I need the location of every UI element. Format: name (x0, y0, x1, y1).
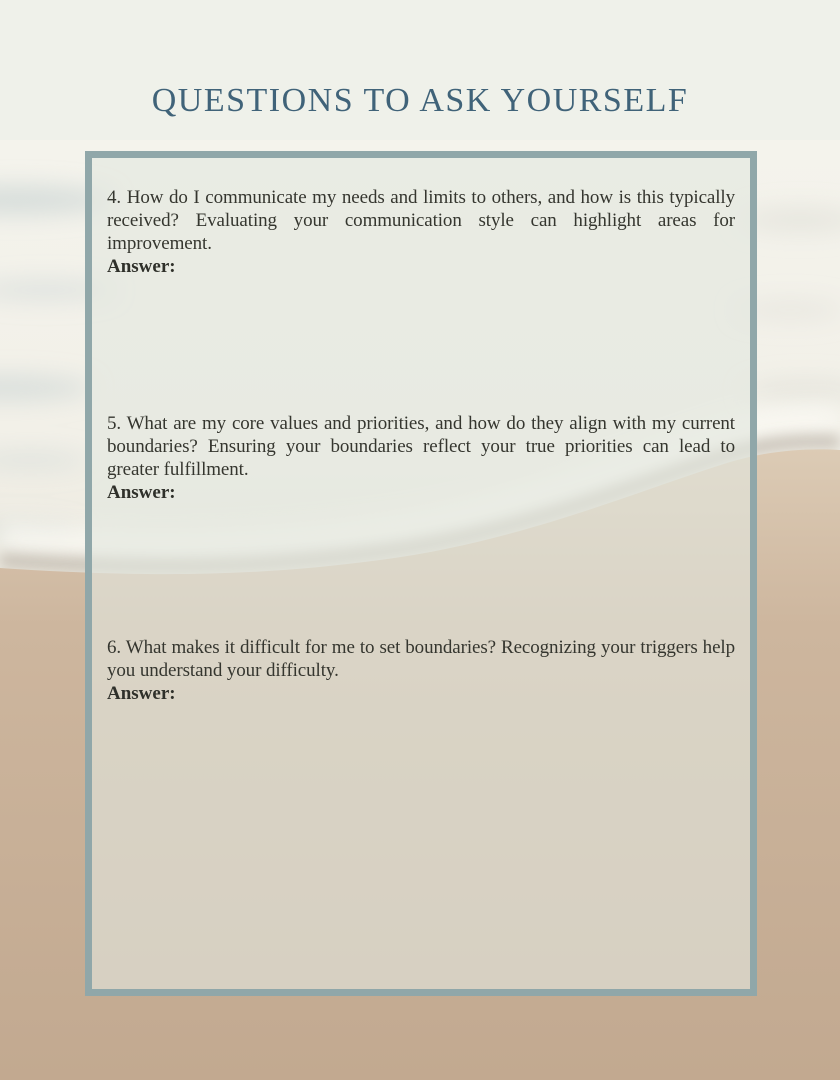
questions-card (85, 151, 757, 996)
page-title: QUESTIONS TO ASK YOURSELF (151, 82, 689, 119)
answer-writing-space-4 (107, 278, 735, 412)
answer-writing-space-5 (107, 504, 735, 636)
question-text-5: 5. What are my core values and priorities, and how do they align with my current boundaries? Ensuring your boundaries reflect your true priorities can lead to greater fulfillment. (107, 413, 735, 480)
question-block-6 (107, 636, 735, 705)
answer-label-4: Answer: (107, 256, 176, 277)
question-block-5 (107, 412, 735, 636)
answer-label-6: Answer: (107, 683, 176, 704)
question-text-4: 4. How do I communicate my needs and limits to others, and how is this typically received? Evaluating your communication style can highlight areas for improvement. (107, 187, 735, 254)
answer-label-5: Answer: (107, 482, 176, 503)
question-block-4 (107, 186, 735, 412)
question-text-6: 6. What makes it difficult for me to set boundaries? Recognizing your triggers help you understand your difficulty. (107, 637, 735, 681)
